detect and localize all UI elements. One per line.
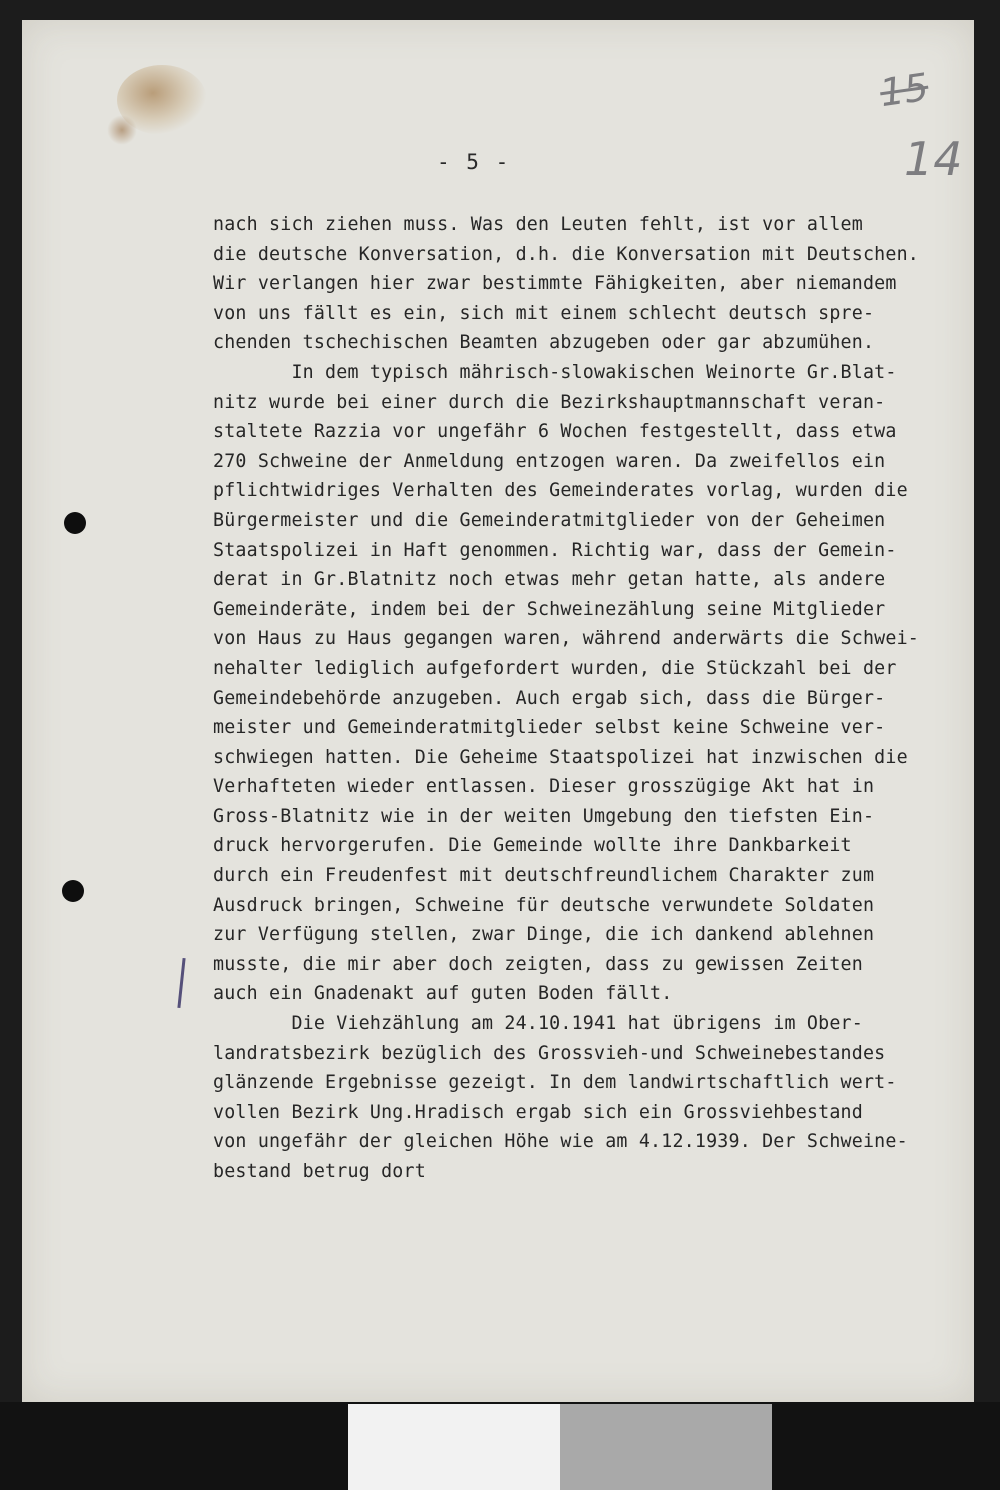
rust-stain-small [107, 115, 137, 145]
text-line: die deutsche Konversation, d.h. die Konversation mit Deutschen. [213, 243, 919, 265]
text-line: landratsbezirk bezüglich des Grossvieh-und Schweinebestandes [213, 1042, 886, 1064]
text-line: auch ein Gnadenakt auf guten Boden fällt. [213, 983, 673, 1005]
folio-number-struck: 15 [877, 64, 932, 116]
text-line: glänzende Ergebnisse gezeigt. In dem landwirtschaftlich wert- [213, 1072, 897, 1094]
text-line: nach sich ziehen muss. Was den Leuten fehlt, ist vor allem [213, 214, 863, 235]
text-line: druck hervorgerufen. Die Gemeinde wollte ihre Dankbarkeit [213, 835, 852, 857]
text-line: zur Verfügung stellen, zwar Dinge, die ich dankend ablehnen [213, 924, 875, 946]
punch-hole-upper [64, 512, 86, 534]
text-line: durch ein Freudenfest mit deutschfreundlichem Charakter zum [213, 865, 875, 887]
text-line: nitz wurde bei einer durch die Bezirkshauptmannschaft veran- [213, 391, 886, 413]
text-line: staltete Razzia vor ungefähr 6 Wochen festgestellt, dass etwa [213, 421, 897, 443]
text-line: Gross-Blatnitz wie in der weiten Umgebung den tiefsten Ein- [213, 805, 875, 827]
text-line: derat in Gr.Blatnitz noch etwas mehr getan hatte, als andere [213, 569, 886, 591]
text-line: Ausdruck bringen, Schweine für deutsche verwundete Soldaten [213, 894, 875, 916]
text-line: bestand betrug dort [213, 1161, 426, 1182]
text-line: pflichtwidriges Verhalten des Gemeinderates vorlag, wurden die [213, 480, 908, 502]
text-line: chenden tschechischen Beamten abzugeben oder gar abzumühen. [213, 332, 875, 354]
text-line: Staatspolizei in Haft genommen. Richtig war, dass der Gemein- [213, 539, 897, 561]
calibration-card-white [348, 1404, 560, 1490]
text-line: 270 Schweine der Anmeldung entzogen waren. Da zweifellos ein [213, 450, 886, 472]
folio-number: 14 [904, 132, 963, 186]
text-line: Verhafteten wieder entlassen. Dieser grosszügige Akt hat in [213, 776, 875, 798]
page-number: - 5 - [437, 150, 511, 174]
text-line: von uns fällt es ein, sich mit einem schlecht deutsch spre- [213, 302, 875, 324]
text-line: meister und Gemeinderatmitglieder selbst keine Schweine ver- [213, 717, 886, 739]
text-line: Bürgermeister und die Gemeinderatmitglieder von der Geheimen [213, 509, 886, 531]
text-line: Gemeindebehörde anzugeben. Auch ergab sich, dass die Bürger- [213, 687, 886, 709]
text-line: von Haus zu Haus gegangen waren, während anderwärts die Schwei- [213, 628, 919, 650]
text-line: Gemeinderäte, indem bei der Schweinezählung seine Mitglieder [213, 598, 886, 620]
text-line: Wir verlangen hier zwar bestimmte Fähigkeiten, aber niemandem [213, 273, 897, 295]
text-line: nehalter lediglich aufgefordert wurden, die Stückzahl bei der [213, 657, 897, 679]
text-line: In dem typisch mährisch-slowakischen Weinorte Gr.Blat- [213, 361, 897, 383]
text-line: vollen Bezirk Ung.Hradisch ergab sich ein Grossviehbestand [213, 1101, 863, 1123]
text-line: von ungefähr der gleichen Höhe wie am 4.12.1939. Der Schweine- [213, 1131, 908, 1153]
typewritten-body [213, 210, 973, 1187]
calibration-card-grey [560, 1404, 772, 1490]
text-line: Die Viehzählung am 24.10.1941 hat übrigens im Ober- [213, 1013, 863, 1035]
punch-hole-lower [62, 880, 84, 902]
text-line: musste, die mir aber doch zeigten, dass zu gewissen Zeiten [213, 953, 863, 975]
text-line: schwiegen hatten. Die Geheime Staatspolizei hat inzwischen die [213, 746, 908, 768]
